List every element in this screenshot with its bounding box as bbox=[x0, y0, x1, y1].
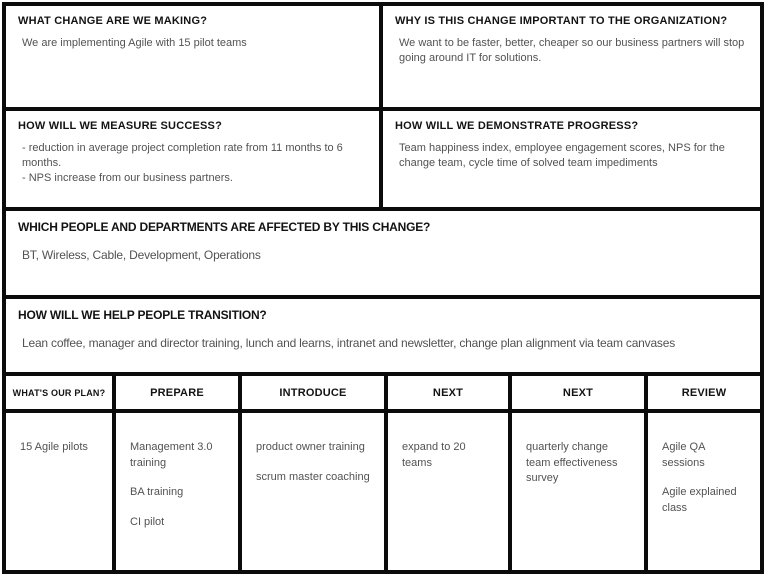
row-affected bbox=[6, 211, 760, 299]
plan-item: Agile explained class bbox=[662, 486, 737, 514]
section-help-transition-title: HOW WILL WE HELP PEOPLE TRANSITION? bbox=[18, 308, 267, 322]
plan-header-introduce: INTRODUCE bbox=[242, 376, 388, 409]
plan-header-row bbox=[6, 376, 760, 413]
plan-header-next-1: NEXT bbox=[388, 376, 512, 409]
plan-item: BA training bbox=[130, 486, 184, 499]
row-change-why bbox=[6, 6, 760, 111]
section-help-transition bbox=[6, 299, 760, 372]
plan-cell-introduce bbox=[242, 413, 388, 570]
section-people-affected bbox=[6, 211, 760, 295]
section-help-transition-body: Lean coffee, manager and director training, lunch and learns, intranet and newsletter, change plan alignment via team canvases bbox=[22, 336, 676, 350]
plan-cell-prepare bbox=[116, 413, 242, 570]
section-demonstrate-progress-body: Team happiness index, employee engagement scores, NPS for the change team, cycle time of solved team impediments bbox=[399, 142, 725, 170]
plan-cell-next-1 bbox=[388, 413, 512, 570]
plan-body-row bbox=[6, 413, 760, 570]
plan-item: CI pilot bbox=[130, 515, 165, 528]
section-why-important-title: WHY IS THIS CHANGE IMPORTANT TO THE ORGANIZATION? bbox=[395, 15, 728, 27]
section-people-affected-body: BT, Wireless, Cable, Development, Operations bbox=[22, 248, 261, 262]
plan-item: Agile QA sessions bbox=[662, 441, 705, 469]
section-people-affected-title: WHICH PEOPLE AND DEPARTMENTS ARE AFFECTED BY THIS CHANGE? bbox=[18, 220, 431, 234]
row-success-progress bbox=[6, 111, 760, 211]
plan-header-next-2: NEXT bbox=[512, 376, 648, 409]
section-what-change-body: We are implementing Agile with 15 pilot teams bbox=[22, 37, 247, 49]
section-measure-success-title: HOW WILL WE MEASURE SUCCESS? bbox=[18, 120, 223, 132]
plan-header-review: REVIEW bbox=[681, 386, 727, 399]
plan-item: 15 Agile pilots bbox=[20, 441, 88, 453]
plan-cell-whats-our-plan bbox=[6, 413, 116, 570]
plan-cell-review bbox=[648, 413, 760, 570]
section-why-important-body: We want to be faster, better, cheaper so our business partners will stop going around IT for solutions. bbox=[399, 37, 745, 65]
change-canvas bbox=[2, 2, 764, 574]
section-measure-success-line: - reduction in average project completion rate from 11 months to 6 months. bbox=[22, 142, 343, 170]
plan-header-prepare: PREPARE bbox=[116, 376, 242, 409]
plan-item: Management 3.0 training bbox=[130, 441, 213, 469]
section-what-change-title: WHAT CHANGE ARE WE MAKING? bbox=[18, 15, 208, 27]
plan-cell-next-2 bbox=[512, 413, 648, 570]
section-measure-success bbox=[6, 111, 383, 207]
section-why-important bbox=[383, 6, 760, 107]
plan-item: scrum master coaching bbox=[256, 470, 370, 483]
section-demonstrate-progress bbox=[383, 111, 760, 207]
plan-item: expand to 20 teams bbox=[402, 441, 466, 469]
section-what-change bbox=[6, 6, 383, 107]
row-transition bbox=[6, 299, 760, 376]
section-measure-success-line: - NPS increase from our business partners. bbox=[22, 172, 233, 185]
section-demonstrate-progress-title: HOW WILL WE DEMONSTRATE PROGRESS? bbox=[395, 120, 639, 132]
plan-header-whats-our-plan: WHAT'S OUR PLAN? bbox=[6, 376, 116, 409]
plan-item: quarterly change team effectiveness survey bbox=[526, 441, 618, 485]
plan-item: product owner training bbox=[256, 441, 365, 453]
